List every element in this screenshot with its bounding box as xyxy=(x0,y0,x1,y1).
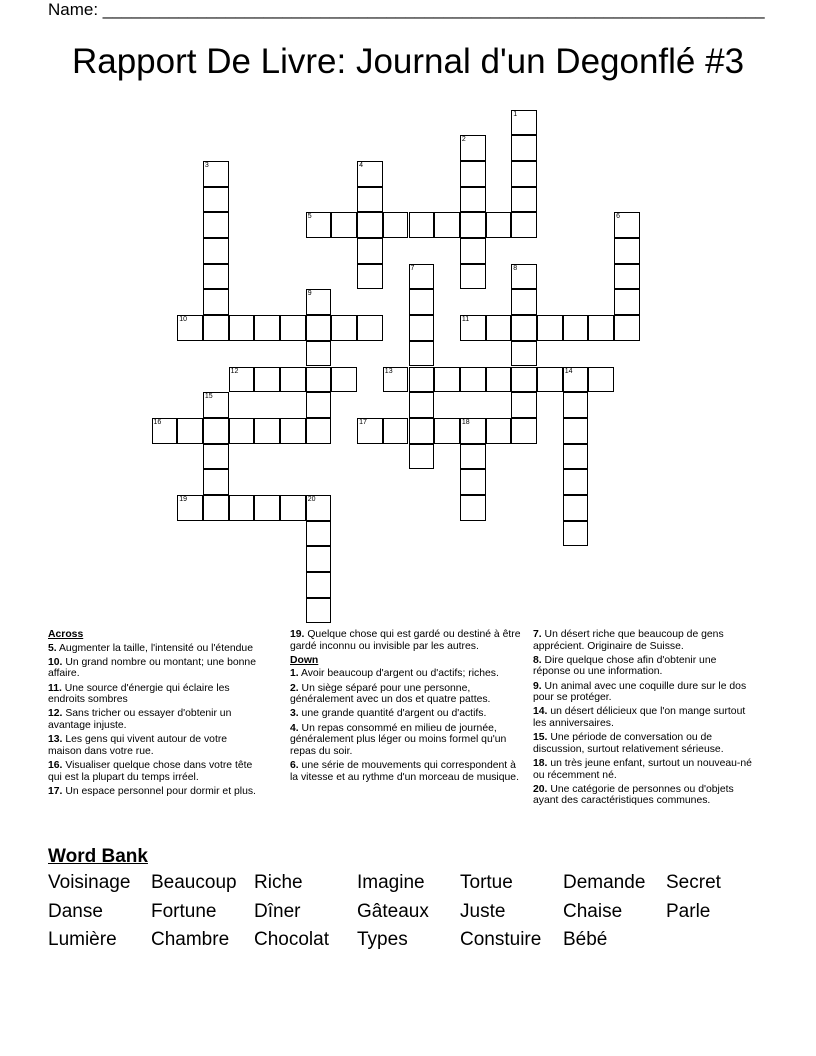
crossword-cell[interactable] xyxy=(203,444,229,470)
crossword-cell[interactable] xyxy=(203,418,229,444)
crossword-cell[interactable] xyxy=(460,315,486,341)
crossword-cell[interactable] xyxy=(460,135,486,161)
crossword-cell[interactable] xyxy=(563,469,589,495)
crossword-cell[interactable] xyxy=(229,495,255,521)
clue-across-13: 13. Les gens qui vivent autour de votre maison dans votre rue. xyxy=(48,734,228,757)
crossword-cell[interactable] xyxy=(563,392,589,418)
clue-number: 3 xyxy=(204,161,209,169)
crossword-cell[interactable] xyxy=(357,161,383,187)
crossword-cell[interactable] xyxy=(511,110,537,136)
word-bank-word: Fortune xyxy=(151,900,217,922)
clue-number: 11 xyxy=(461,316,470,324)
crossword-cell[interactable] xyxy=(229,315,255,341)
word-bank-word: Parle xyxy=(666,900,711,922)
clue-number: 8 xyxy=(513,264,518,272)
crossword-cell[interactable] xyxy=(537,367,563,393)
crossword-cell[interactable] xyxy=(537,315,563,341)
crossword-cell[interactable] xyxy=(511,315,537,341)
crossword-cell[interactable] xyxy=(460,418,486,444)
clue-across-5: 5. Augmenter la taille, l'intensité ou l'étendue xyxy=(48,642,253,654)
crossword-cell[interactable] xyxy=(434,418,460,444)
word-bank-word: Chambre xyxy=(151,929,230,950)
crossword-cell[interactable] xyxy=(383,418,409,444)
word-bank-word: Bébé xyxy=(563,929,608,950)
clue-down-18: 18. un très jeune enfant, surtout un nouveau-né ou récemment né. xyxy=(533,757,752,781)
clue-down-6: 6. une série de mouvements qui correspondent à la vitesse et au rythme d'un morceau de musique. xyxy=(290,759,519,783)
clue-number: 19 xyxy=(179,496,187,503)
word-bank-word: Imagine xyxy=(357,872,425,893)
crossword-cell[interactable] xyxy=(203,392,229,418)
crossword-cell[interactable] xyxy=(306,495,332,521)
clue-number: 6 xyxy=(616,213,620,221)
clue-number: 14 xyxy=(564,367,573,375)
crossword-cell[interactable] xyxy=(306,572,332,598)
crossword-cell[interactable] xyxy=(511,392,537,418)
clue-number: 5 xyxy=(307,213,312,221)
crossword-cell[interactable] xyxy=(306,289,332,315)
crossword-cell[interactable] xyxy=(511,289,537,315)
clue-number: 10 xyxy=(179,316,187,324)
clue-down-14: 14. un désert délicieux que l'on mange surtout les anniversaires. xyxy=(533,706,746,729)
crossword-cell[interactable] xyxy=(357,418,383,444)
crossword-cell[interactable] xyxy=(306,546,332,572)
clue-number: 9 xyxy=(307,290,312,298)
crossword-cell[interactable] xyxy=(460,469,486,495)
crossword-cell[interactable] xyxy=(331,315,357,341)
clue-number: 18 xyxy=(461,418,470,426)
crossword-cell[interactable] xyxy=(409,315,435,341)
crossword-cell[interactable] xyxy=(511,264,537,290)
crossword-cell[interactable] xyxy=(460,495,486,521)
crossword-cell[interactable] xyxy=(588,367,614,393)
clue-down-8: 8. Dire quelque chose afin d'obtenir une réponse ou une information. xyxy=(533,654,717,678)
clues-column-2 xyxy=(290,629,526,786)
crossword-cell[interactable] xyxy=(486,212,512,238)
word-bank-title: Word Bank xyxy=(48,846,148,867)
word-bank-word: Demande xyxy=(563,872,646,893)
crossword-cell[interactable] xyxy=(203,187,229,213)
crossword-cell[interactable] xyxy=(614,264,640,290)
clue-number: 2 xyxy=(461,136,466,144)
word-bank-word: Beaucoup xyxy=(151,872,237,893)
crossword-cell[interactable] xyxy=(306,521,332,547)
crossword-cell[interactable] xyxy=(511,212,537,238)
crossword-cell[interactable] xyxy=(614,238,640,264)
crossword-cell[interactable] xyxy=(460,212,486,238)
clue-down-15: 15. Une période de conversation ou de discussion, surtout relativement sérieuse. xyxy=(533,732,724,755)
crossword-cell[interactable] xyxy=(434,367,460,393)
word-bank-word: Secret xyxy=(666,872,721,893)
crossword-cell[interactable] xyxy=(409,212,435,238)
crossword-cell[interactable] xyxy=(203,469,229,495)
crossword-cell[interactable] xyxy=(203,264,229,290)
clue-number: 20 xyxy=(307,496,316,503)
crossword-cell[interactable] xyxy=(306,598,332,624)
word-bank-word: Tortue xyxy=(460,872,513,893)
crossword-cell[interactable] xyxy=(177,315,203,341)
crossword-cell[interactable] xyxy=(409,392,435,418)
crossword-cell[interactable] xyxy=(306,418,332,444)
crossword-cell[interactable] xyxy=(203,161,229,187)
clue-number: 13 xyxy=(384,367,393,375)
page-title: Rapport De Livre: Journal d'un Degonflé #3 xyxy=(71,42,745,81)
crossword-cell[interactable] xyxy=(229,418,255,444)
crossword-cell[interactable] xyxy=(486,367,512,393)
crossword-cell[interactable] xyxy=(409,289,435,315)
word-bank-word: Danse xyxy=(48,900,103,922)
name-field-label: Name: ______________________________________________________________________ xyxy=(48,0,765,19)
crossword-cell[interactable] xyxy=(409,418,435,444)
crossword-cell[interactable] xyxy=(203,238,229,264)
clue-down-1: 1. Avoir beaucoup d'argent ou d'actifs; riches. xyxy=(290,668,499,680)
crossword-cell[interactable] xyxy=(588,315,614,341)
clue-number: 12 xyxy=(230,367,239,375)
word-bank-word: Chocolat xyxy=(254,929,329,950)
clue-down-3: 3. une grande quantité d'argent ou d'actifs. xyxy=(290,708,487,720)
clue-number: 4 xyxy=(359,161,363,169)
down-heading: Down xyxy=(290,654,319,666)
crossword-cell[interactable] xyxy=(563,315,589,341)
crossword-cell[interactable] xyxy=(563,495,589,521)
clue-down-20: 20. Une catégorie de personnes ou d'objets ayant des caractéristiques communes. xyxy=(533,783,734,807)
clues-column-1 xyxy=(48,629,263,800)
crossword-cell[interactable] xyxy=(254,418,280,444)
crossword-cell[interactable] xyxy=(409,341,435,367)
clue-number: 1 xyxy=(513,110,518,118)
crossword-cell[interactable] xyxy=(460,238,486,264)
clue-across-16: 16. Visualiser quelque chose dans votre tête qui est la plupart du temps irréel. xyxy=(48,759,253,783)
crossword-cell[interactable] xyxy=(357,315,383,341)
crossword-cell[interactable] xyxy=(152,418,178,444)
clue-across-19: 19. Quelque chose qui est gardé ou destiné à être gardé inconnu ou invisible par les autres. xyxy=(290,629,521,652)
crossword-cell[interactable] xyxy=(280,367,306,393)
crossword-cell[interactable] xyxy=(511,135,537,161)
clue-down-9: 9. Un animal avec une coquille dure sur le dos pour se protéger. xyxy=(533,680,747,704)
clue-down-4: 4. Un repas consommé en milieu de journée, généralement plus léger ou moins formel qu'un repas du soir. xyxy=(290,722,507,757)
crossword-cell[interactable] xyxy=(280,315,306,341)
clue-across-17: 17. Un espace personnel pour dormir et plus. xyxy=(48,785,256,797)
crossword-cell[interactable] xyxy=(563,418,589,444)
clue-across-10: 10. Un grand nombre ou montant; une bonne affaire. xyxy=(48,656,256,680)
word-bank-word: Types xyxy=(357,929,408,950)
crossword-cell[interactable] xyxy=(614,212,640,238)
crossword-cell[interactable] xyxy=(331,367,357,393)
word-bank-word: Voisinage xyxy=(48,872,131,893)
crossword-cell[interactable] xyxy=(306,392,332,418)
crossword-cell[interactable] xyxy=(409,367,435,393)
word-bank-word: Lumière xyxy=(48,929,117,950)
crossword-cell[interactable] xyxy=(409,264,435,290)
crossword-cell[interactable] xyxy=(460,367,486,393)
clues-column-3 xyxy=(533,629,755,809)
crossword-cell[interactable] xyxy=(460,264,486,290)
crossword-cell[interactable] xyxy=(383,212,409,238)
crossword-cell[interactable] xyxy=(563,521,589,547)
crossword-cell[interactable] xyxy=(511,367,537,393)
crossword-cell[interactable] xyxy=(511,161,537,187)
clue-number: 7 xyxy=(410,264,415,272)
word-bank-word: Constuire xyxy=(460,929,542,950)
crossword-cell[interactable] xyxy=(331,212,357,238)
crossword-cell[interactable] xyxy=(306,341,332,367)
crossword-cell[interactable] xyxy=(177,495,203,521)
word-bank-word: Riche xyxy=(254,872,303,893)
crossword-cell[interactable] xyxy=(511,341,537,367)
clue-down-7: 7. Un désert riche que beaucoup de gens apprécient. Originaire de Suisse. xyxy=(533,629,724,652)
crossword-cell[interactable] xyxy=(306,212,332,238)
crossword-cell[interactable] xyxy=(614,289,640,315)
crossword-cell[interactable] xyxy=(486,315,512,341)
crossword-cell[interactable] xyxy=(229,367,255,393)
crossword-cell[interactable] xyxy=(357,187,383,213)
crossword-cell[interactable] xyxy=(460,161,486,187)
crossword-cell[interactable] xyxy=(409,444,435,470)
clue-across-12: 12. Sans tricher ou essayer d'obtenir un avantage injuste. xyxy=(48,708,232,731)
crossword-cell[interactable] xyxy=(203,289,229,315)
word-bank-word: Juste xyxy=(460,900,506,922)
crossword-cell[interactable] xyxy=(614,315,640,341)
crossword-cell[interactable] xyxy=(254,495,280,521)
crossword-cell[interactable] xyxy=(357,264,383,290)
crossword-cell[interactable] xyxy=(203,315,229,341)
crossword-cell[interactable] xyxy=(383,367,409,393)
word-bank-word: Chaise xyxy=(563,900,623,922)
word-bank-word: Dîner xyxy=(254,900,301,922)
clue-number: 16 xyxy=(153,418,162,426)
crossword-cell[interactable] xyxy=(280,418,306,444)
crossword-cell[interactable] xyxy=(511,418,537,444)
clue-number: 15 xyxy=(204,393,213,401)
crossword-cell[interactable] xyxy=(486,418,512,444)
crossword-cell[interactable] xyxy=(203,212,229,238)
crossword-cell[interactable] xyxy=(511,187,537,213)
crossword-cell[interactable] xyxy=(306,367,332,393)
crossword-cell[interactable] xyxy=(563,367,589,393)
crossword-cell[interactable] xyxy=(280,495,306,521)
clue-across-11: 11. Une source d'énergie qui éclaire les endroits sombres xyxy=(48,682,230,706)
crossword-cell[interactable] xyxy=(434,212,460,238)
crossword-cell[interactable] xyxy=(254,315,280,341)
clue-down-2: 2. Un siège séparé pour une personne, généralement avec un dos et quatre pattes. xyxy=(290,682,491,706)
crossword-cell[interactable] xyxy=(306,315,332,341)
crossword-cell[interactable] xyxy=(203,495,229,521)
crossword-cell[interactable] xyxy=(563,444,589,470)
crossword-cell[interactable] xyxy=(460,187,486,213)
clue-number: 17 xyxy=(359,418,367,426)
crossword-cell[interactable] xyxy=(177,418,203,444)
crossword-cell[interactable] xyxy=(357,238,383,264)
across-heading: Across xyxy=(48,629,84,640)
crossword-cell[interactable] xyxy=(460,444,486,470)
crossword-cell[interactable] xyxy=(357,212,383,238)
word-bank-word: Gâteaux xyxy=(357,900,429,922)
crossword-cell[interactable] xyxy=(254,367,280,393)
